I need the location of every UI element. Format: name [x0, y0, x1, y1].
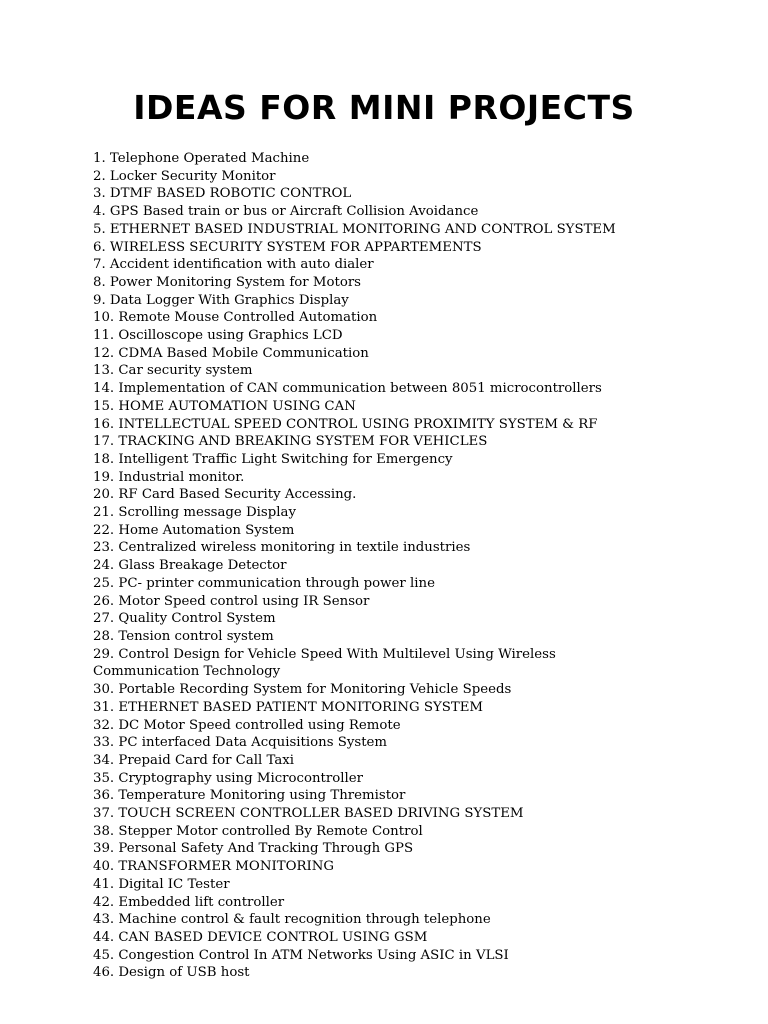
page-title: IDEAS FOR MINI PROJECTS — [133, 88, 635, 127]
list-item: 15. HOME AUTOMATION USING CAN — [93, 398, 356, 414]
list-item: 17. TRACKING AND BREAKING SYSTEM FOR VEHICLES — [93, 434, 488, 450]
list-item: 24. Glass Breakage Detector — [93, 558, 287, 574]
list-item: 35. Cryptography using Microcontroller — [93, 770, 363, 786]
list-item: 29. Control Design for Vehicle Speed With Multilevel Using Wireless Communication Technology — [93, 646, 556, 680]
list-item: 39. Personal Safety And Tracking Through GPS — [93, 841, 414, 857]
list-item: 36. Temperature Monitoring using Thremistor — [93, 788, 406, 804]
list-item: 20. RF Card Based Security Accessing. — [93, 487, 357, 503]
project-list — [93, 150, 653, 982]
list-item: 22. Home Automation System — [93, 522, 295, 538]
list-item: 44. CAN BASED DEVICE CONTROL USING GSM — [93, 929, 428, 945]
list-item: 40. TRANSFORMER MONITORING — [93, 859, 334, 875]
list-item: 8. Power Monitoring System for Motors — [93, 274, 362, 290]
list-item: 38. Stepper Motor controlled By Remote Control — [93, 823, 423, 839]
list-item: 23. Centralized wireless monitoring in textile industries — [93, 540, 471, 556]
list-item: 34. Prepaid Card for Call Taxi — [93, 752, 295, 768]
list-item: 27. Quality Control System — [93, 611, 276, 627]
list-item: 13. Car security system — [93, 363, 253, 379]
list-item: 4. GPS Based train or bus or Aircraft Collision Avoidance — [93, 204, 479, 220]
list-item: 14. Implementation of CAN communication between 8051 microcontrollers — [93, 381, 602, 397]
list-item: 33. PC interfaced Data Acquisitions System — [93, 735, 388, 751]
list-item: 16. INTELLECTUAL SPEED CONTROL USING PROXIMITY SYSTEM & RF — [93, 416, 598, 432]
list-item: 12. CDMA Based Mobile Communication — [93, 345, 369, 361]
list-item: 45. Congestion Control In ATM Networks Using ASIC in VLSI — [93, 947, 509, 963]
list-item: 10. Remote Mouse Controlled Automation — [93, 310, 378, 326]
list-item: 6. WIRELESS SECURITY SYSTEM FOR APPARTEMENTS — [93, 239, 482, 255]
list-item: 41. Digital IC Tester — [93, 876, 230, 892]
list-item: 7. Accident identification with auto dialer — [93, 257, 374, 273]
list-item: 21. Scrolling message Display — [93, 505, 296, 521]
list-item: 19. Industrial monitor. — [93, 469, 245, 485]
list-item: 5. ETHERNET BASED INDUSTRIAL MONITORING AND CONTROL SYSTEM — [93, 221, 616, 237]
list-item: 2. Locker Security Monitor — [93, 168, 276, 184]
list-item: 31. ETHERNET BASED PATIENT MONITORING SYSTEM — [93, 699, 484, 715]
list-item: 11. Oscilloscope using Graphics LCD — [93, 328, 343, 344]
list-item: 46. Design of USB host — [93, 965, 250, 981]
list-item: 18. Intelligent Traffic Light Switching for Emergency — [93, 451, 453, 467]
list-item: 9. Data Logger With Graphics Display — [93, 292, 349, 308]
list-item: 30. Portable Recording System for Monitoring Vehicle Speeds — [93, 682, 512, 698]
list-item: 28. Tension control system — [93, 628, 274, 644]
list-item: 3. DTMF BASED ROBOTIC CONTROL — [93, 186, 352, 202]
list-item: 1. Telephone Operated Machine — [93, 151, 310, 166]
list-item: 37. TOUCH SCREEN CONTROLLER BASED DRIVING SYSTEM — [93, 806, 524, 822]
list-item: 25. PC- printer communication through power line — [93, 575, 435, 591]
list-item: 43. Machine control & fault recognition through telephone — [93, 912, 491, 928]
list-item: 42. Embedded lift controller — [93, 894, 285, 910]
list-item: 32. DC Motor Speed controlled using Remote — [93, 717, 401, 733]
list-item: 26. Motor Speed control using IR Sensor — [93, 593, 370, 609]
